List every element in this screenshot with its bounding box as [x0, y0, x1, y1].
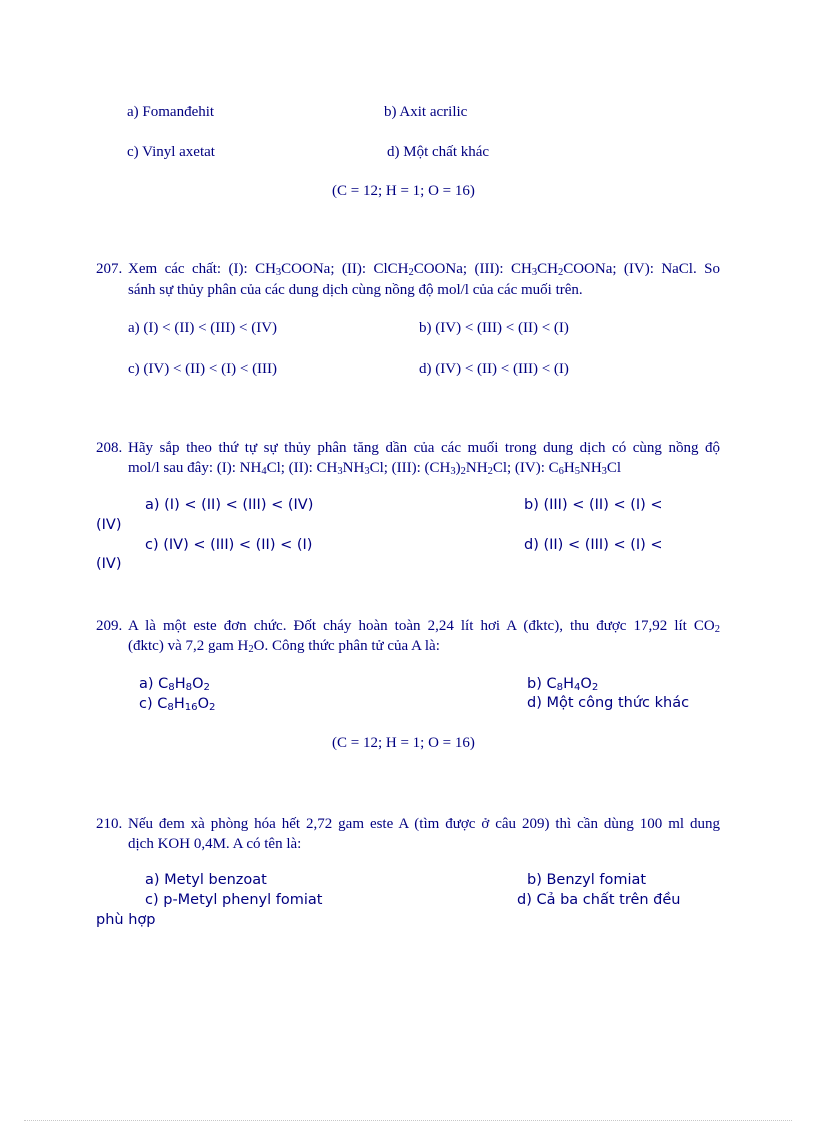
q210-number: 210. [96, 816, 123, 832]
q209-atomic-masses: (C = 12; H = 1; O = 16) [332, 735, 475, 751]
q210-option-d-wrap: phù hợp [96, 912, 156, 928]
prev-option-c: c) Vinyl axetat [127, 144, 215, 160]
q207-option-c: c) (IV) < (II) < (I) < (III) [128, 361, 278, 377]
q209-option-b: b) $C_8H_4O_2$ [527, 676, 599, 693]
q210-option-d: d) Cả ba chất trên đều [517, 892, 681, 908]
q210-stem-line2: dịch KOH 0,4M. A có tên là: [128, 836, 302, 852]
q208-stem-line1: Hãy sắp theo thứ tự sự thủy phân tăng dần của các muối trong dung dịch có cùng nồng độ [128, 440, 720, 456]
q210-option-c: c) p-Metyl phenyl fomiat [145, 892, 323, 908]
q207-stem-line2: sánh sự thủy phân của các dung dịch cùng nồng độ mol/l của các muối trên. [128, 282, 583, 298]
prev-atomic-masses: (C = 12; H = 1; O = 16) [332, 183, 475, 199]
q210-option-b: b) Benzyl fomiat [527, 872, 647, 888]
q208-option-d-wrap: (IV) [96, 556, 122, 572]
q209-number: 209. [96, 618, 123, 634]
q207-number: 207. [96, 261, 123, 277]
q208-number: 208. [96, 440, 123, 456]
q207-option-a: a) (I) < (II) < (III) < (IV) [128, 320, 278, 336]
q209-stem-line1: A là một este đơn chức. Đốt cháy hoàn toàn 2,24 lít hơi A (đktc), thu được 17,92 lít $CO_2$ [128, 618, 720, 635]
q210-option-a: a) Metyl benzoat [145, 872, 267, 888]
q208-option-a: a) (I) < (II) < (III) < (IV) [145, 497, 314, 513]
q208-stem-line2: mol/l sau đây: (I): $NH_4Cl$; (II): $CH_3NH_3Cl$; (III): $(CH_3)_2NH_2Cl$; (IV): $C_6H_5NH_3Cl$ [128, 460, 622, 477]
q208-option-b-wrap: (IV) [96, 517, 122, 533]
q207-option-d: d) (IV) < (II) < (III) < (I) [419, 361, 569, 377]
prev-option-a: a) Fomanđehit [127, 104, 215, 120]
q207-stem-line1: Xem các chất: (I): $CH_3COONa$; (II): ClCH$_2$COONa; (III): $CH_3CH_2COONa$; (IV): NaCl. So [128, 261, 720, 278]
q208-option-b: b) (III) < (II) < (I) < [524, 497, 663, 513]
q209-option-d: d) Một công thức khác [527, 695, 690, 711]
prev-option-b: b) Axit acrilic [384, 104, 468, 120]
q209-stem-line2: (đktc) và 7,2 gam $H_2O$. Công thức phân tử của A là: [128, 638, 440, 655]
q208-option-d: d) (II) < (III) < (I) < [524, 537, 663, 553]
q210-stem-line1: Nếu đem xà phòng hóa hết 2,72 gam este A (tìm được ở câu 209) thì cần dùng 100 ml dung [128, 816, 720, 832]
q209-option-a: a) $C_8H_8O_2$ [139, 676, 210, 693]
prev-option-d: d) Một chất khác [387, 144, 490, 160]
page-bottom-rule [24, 1120, 792, 1121]
q208-option-c: c) (IV) < (III) < (II) < (I) [145, 537, 313, 553]
q209-option-c: c) $C_8H_{16}O_2$ [139, 696, 216, 713]
q207-option-b: b) (IV) < (III) < (II) < (I) [419, 320, 569, 336]
